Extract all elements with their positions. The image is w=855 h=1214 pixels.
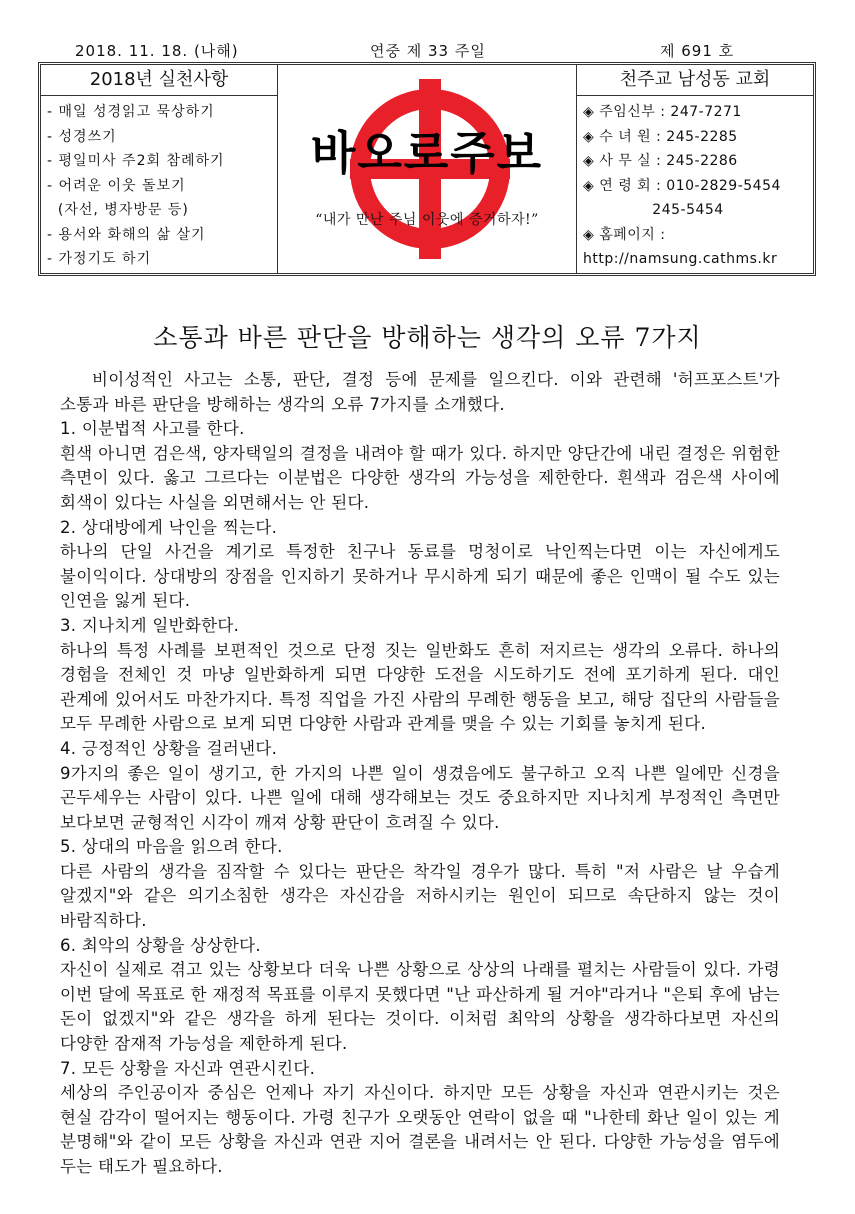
section-body: 하나의 단일 사건을 계기로 특정한 친구나 동료를 멍청이로 낙인찍는다면 이는 자신에게도 불이익이다. 상대방의 장점을 인지하기 못하거나 무시하게 되기 때문에 좋은 인맥이 될 수도 있는 인연을 잃게 된다. — [60, 542, 780, 611]
section-body: 하나의 특정 사례를 보편적인 것으로 단정 짓는 일반화도 흔히 저지르는 생각의 오류다. 하나의 경험을 전체인 것 마냥 일반화하게 되면 다양한 도전을 시도하기도 전에 포기하게 된다. 대인 관계에 있어서도 마찬가지다. 특정 직업을 가진 사람의 무례한 행동을 보고, 해당 집단의 사람들을 모두 무례한 사람으로 보게 되면 다양한 사람과 관계를 맺을 수 있는 기회를 놓치게 된다. — [60, 640, 780, 734]
church-info-box — [576, 65, 813, 273]
section-body: 세상의 주인공이자 중심은 언제나 자기 자신이다. 하지만 모든 상황을 자신과 연관시키는 것은 현실 감각이 떨어지는 행동이다. 가령 친구가 오랫동안 연락이 없을 때 "나한테 화난 일이 있는 게 분명해"와 같이 모든 상황을 자신과 연관 지어 결론을 내려서는 안 된다. 다양한 가능성을 염두에 두는 태도가 필요하다. — [60, 1083, 780, 1176]
practice-item: - 평일미사 주2회 참례하기 — [47, 153, 225, 169]
issue-number: 제 691 호 — [660, 42, 735, 60]
paper-title: 바오로주보 — [310, 126, 544, 180]
section-body: 흰색 아니면 검은색, 양자택일의 결정을 내려야 할 때가 있다. 하지만 양단간에 내린 결정은 위험한 측면이 있다. 옳고 그르다는 이분법은 다양한 생각의 가능성을 제한한다. 흰색과 검은색 사이에 회색이 있다는 사실을 외면해서는 안 된다. — [60, 443, 780, 512]
article-title: 소통과 바른 판단을 방해하는 생각의 오류 7가지 — [153, 323, 702, 352]
contact-item: 245-5454 — [583, 202, 724, 218]
contact-item: ◈ 홈페이지 : — [583, 226, 666, 243]
masthead — [38, 62, 816, 276]
practice-item: - 가정기도 하기 — [47, 251, 152, 267]
section-heading: 2. 상대방에게 낙인을 찍는다. — [60, 517, 278, 537]
practice-list — [41, 96, 277, 272]
contact-item: ◈ 연 령 회 : 010-2829-5454 — [583, 177, 781, 194]
article-intro: 비이성적인 사고는 소통, 판단, 결정 등에 문제를 일으킨다. 이와 관련해 '허프포스트'가 소통과 바른 판단을 방해하는 생각의 오류 7가지를 소개했다. — [60, 370, 780, 414]
section-heading: 1. 이분법적 사고를 한다. — [60, 419, 245, 439]
issue-date: 2018. 11. 18. (나해) — [75, 42, 239, 60]
contact-item: ◈ 사 무 실 : 245-2286 — [583, 153, 738, 169]
practice-item: - 어려운 이웃 돌보기 — [47, 177, 186, 194]
contact-item: ◈ 수 녀 원 : 245-2285 — [583, 128, 738, 145]
practice-item: - 성경쓰기 — [47, 128, 117, 145]
paper-logo-area — [277, 65, 577, 273]
paper-slogan: “내가 만난 주님 이웃에 증거하자!” — [315, 212, 539, 228]
section-heading: 5. 상대의 마음을 읽으려 한다. — [60, 837, 283, 857]
section-body: 자신이 실제로 겪고 있는 상황보다 더욱 나쁜 상황으로 상상의 나래를 펼치는 사람들이 있다. 가령 이번 달에 목표로 한 재정적 목표를 이루지 못했다면 "난 파산하게 될 거야"라거나 "은퇴 후에 남는 돈이 없겠지"와 같은 생각을 하게 된다는 것이다. 이처럼 최악의 상황을 생각하다보면 자신의 다양한 잠재적 가능성을 제한하게 된다. — [60, 960, 780, 1054]
practice-box — [41, 65, 278, 273]
section-heading: 4. 긍정적인 상황을 걸러낸다. — [60, 738, 278, 758]
contact-item: ◈ 주임신부 : 247-7271 — [583, 104, 742, 120]
article-body — [60, 368, 780, 1180]
issue-header-line — [0, 38, 855, 60]
liturgical-week: 연중 제 33 주일 — [370, 42, 486, 60]
practice-item: (자선, 병자방문 등) — [47, 202, 189, 218]
church-contact-list — [577, 96, 813, 272]
section-heading: 6. 최악의 상황을 상상한다. — [60, 935, 261, 955]
practice-title: 2018년 실천사항 — [41, 65, 277, 96]
homepage-link[interactable]: http://namsung.cathms.kr — [583, 251, 778, 267]
section-body: 9가지의 좋은 일이 생기고, 한 가지의 나쁜 일이 생겼음에도 불구하고 오직 나쁜 일에만 신경을 곤두세우는 사람이 있다. 나쁜 일에 대해 생각해보는 것도 중요하지만 지나치게 부정적인 측면만 보다보면 균형적인 시각이 깨져 상황 판단이 흐려질 수 있다. — [60, 763, 780, 832]
practice-item: - 매일 성경읽고 묵상하기 — [47, 104, 215, 120]
church-title: 천주교 남성동 교회 — [577, 65, 813, 96]
section-heading: 7. 모든 상황을 자신과 연관시킨다. — [60, 1058, 316, 1078]
practice-item: - 용서와 화해의 삶 살기 — [47, 226, 206, 243]
section-heading: 3. 지나치게 일반화한다. — [60, 615, 240, 635]
section-body: 다른 사람의 생각을 짐작할 수 있다는 판단은 착각일 경우가 많다. 특히 "저 사람은 날 우습게 알겠지"와 같은 의기소침한 생각은 자신감을 저하시키는 원인이 되므로 속단하지 않는 것이 바람직하다. — [60, 861, 780, 931]
